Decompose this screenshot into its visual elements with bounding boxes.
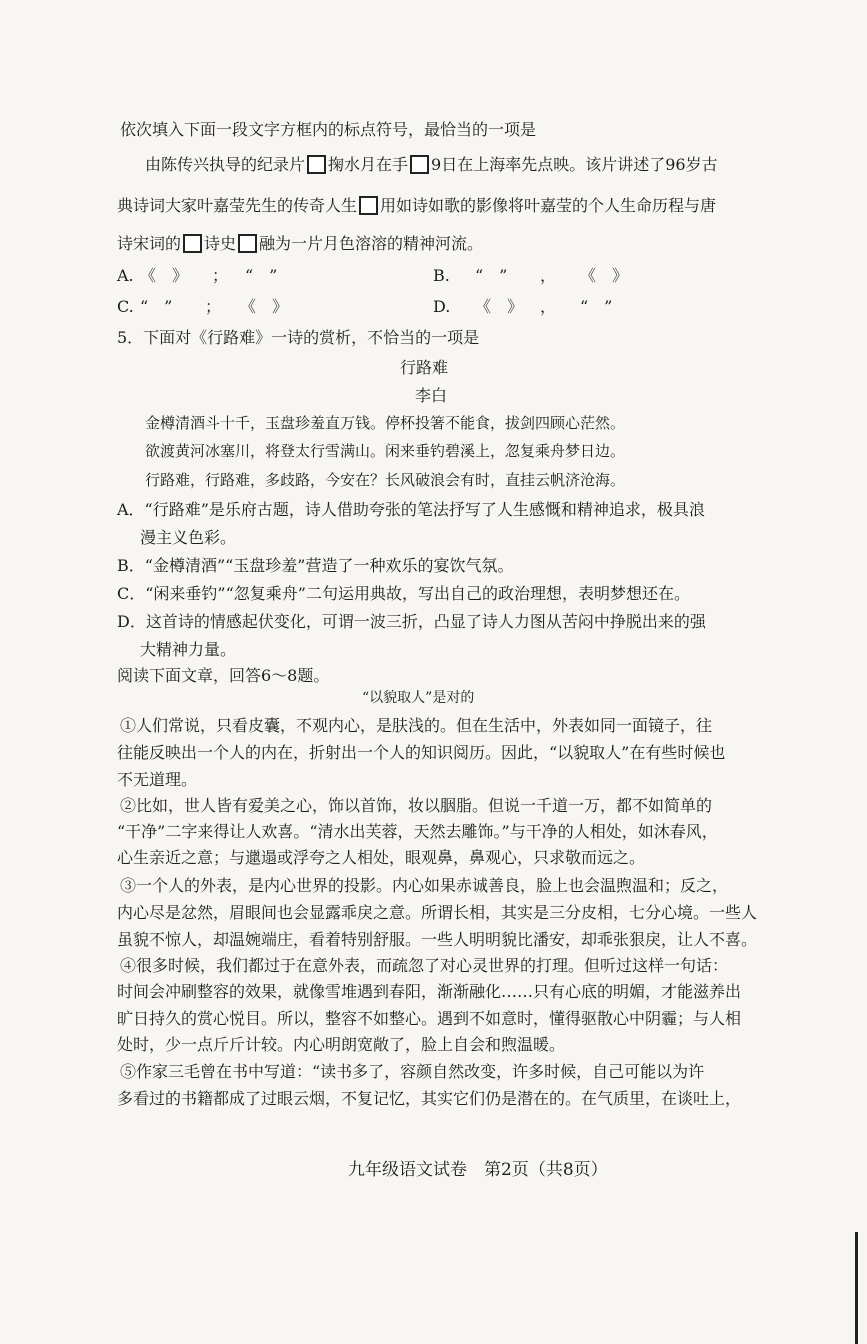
para-4-line: 处时，少一点斤斤计较。内心明朗宽敞了，脸上自会和煦温暖。 — [117, 1035, 566, 1054]
para-2-line: ②比如，世人皆有爱美之心，饰以首饰，妆以胭脂。但说一千道一万，都不如简单的 — [120, 796, 713, 815]
q4-option-d-label: D. — [433, 297, 451, 316]
q4-text: 诗史 — [204, 234, 237, 253]
blank-box-2 — [410, 155, 429, 174]
q4-option-c-3: 《 》 — [240, 297, 289, 316]
q4-option-a-1: 《 》 — [140, 266, 189, 285]
page-footer: 九年级语文试卷 第2页（共8页） — [348, 1160, 608, 1180]
para-1-line: ①人们常说，只看皮囊，不观内心，是肤浅的。但在生活中，外表如同一面镜子，往 — [120, 716, 713, 735]
q4-text: 由陈传兴执导的纪录片 — [145, 155, 306, 174]
q4-line1 — [145, 155, 718, 174]
q4-option-c-2: ； — [205, 297, 222, 316]
blank-box-4 — [183, 234, 202, 253]
q4-option-b-1: “ ” — [475, 266, 508, 285]
q5-option-a: A．“行路难”是乐府古题，诗人借助夸张的笔法抒写了人生感慨和精神追求，极具浪 — [117, 500, 705, 519]
q4-text: 掬水月在手 — [328, 155, 409, 174]
scan-edge-mark — [855, 1232, 858, 1344]
q4-option-a-label: A. — [117, 266, 134, 285]
para-1-line: 往能反映出一个人的内在，折射出一个人的知识阅历。因此，“以貌取人”在有些时候也 — [117, 743, 726, 762]
q5-option-c: C．“闲来垂钓”“忽复乘舟”二句运用典故，写出自己的政治理想，表明梦想还在。 — [117, 584, 690, 603]
article-title: “以貌取人”是对的 — [362, 690, 475, 706]
q4-option-b-3: 《 》 — [580, 266, 629, 285]
para-2-line: “干净”二字来得让人欢喜。“清水出芙蓉，天然去雕饰。”与干净的人相处，如沐春风， — [117, 822, 718, 841]
q5-option-d-cont: 大精神力量。 — [140, 640, 237, 659]
blank-box-1 — [307, 155, 326, 174]
poem-title: 行路难 — [400, 358, 449, 377]
q4-option-a-2: ； — [212, 266, 229, 285]
para-4-line: ④很多时候，我们都过于在意外表，而疏忽了对心灵世界的打理。但听过这样一句话： — [120, 956, 729, 975]
poem-line: 行路难，行路难，多歧路，今安在？长风破浪会有时，直挂云帆济沧海。 — [145, 471, 626, 489]
para-3-line: 虽貌不惊人，却温婉端庄，看着特别舒服。一些人明明貌比潘安，却乖张狠戾，让人不喜。 — [117, 930, 758, 949]
para-4-line: 时间会冲刷整容的效果，就像雪堆遇到春阳，渐渐融化……只有心底的明媚，才能滋养出 — [117, 982, 742, 1001]
blank-box-5 — [238, 234, 257, 253]
q4-text: 用如诗如歌的影像将叶嘉莹的个人生命历程与唐 — [380, 196, 717, 215]
q4-text: 融为一片月色溶溶的精神河流。 — [259, 234, 484, 253]
para-2-line: 心生亲近之意；与邋遢或浮夸之人相处，眼观鼻，鼻观心，只求敬而远之。 — [117, 848, 646, 867]
poem-author: 李白 — [415, 386, 448, 405]
q4-text: 典诗词大家叶嘉莹先生的传奇人生 — [117, 196, 358, 215]
para-3-line: ③一个人的外表，是内心世界的投影。内心如果赤诚善良，脸上也会温煦温和；反之， — [120, 876, 729, 895]
q4-option-d-2: ， — [540, 297, 557, 316]
q4-option-a-3: “ ” — [245, 266, 278, 285]
para-5-line: ⑤作家三毛曾在书中写道：“读书多了，容颜自然改变，许多时候，自己可能以为许 — [120, 1062, 705, 1081]
q4-stem: 依次填入下面一段文字方框内的标点符号，最恰当的一项是 — [120, 120, 537, 139]
q4-option-b-2: ， — [540, 266, 557, 285]
para-3-line: 内心尽是忿然，眉眼间也会显露乖戾之意。所谓长相，其实是三分皮相，七分心境。一些人 — [117, 903, 758, 922]
q4-line3 — [117, 234, 483, 253]
reading-intro: 阅读下面文章，回答6～8题。 — [117, 666, 330, 685]
q4-option-c-1: “ ” — [140, 297, 173, 316]
q5-option-d: D．这首诗的情感起伏变化，可谓一波三折，凸显了诗人力图从苦闷中挣脱出来的强 — [117, 612, 706, 631]
blank-box-3 — [359, 196, 378, 215]
q4-text: 诗宋词的 — [117, 234, 182, 253]
q4-option-c-label: C. — [117, 297, 134, 316]
para-1-line: 不无道理。 — [117, 770, 198, 789]
q4-text: 9日在上海率先点映。该片讲述了96岁古 — [431, 155, 718, 174]
q4-option-b-label: B. — [433, 266, 450, 285]
q5-stem: 5．下面对《行路难》一诗的赏析，不恰当的一项是 — [117, 328, 480, 347]
poem-line: 金樽清酒斗十千，玉盘珍羞直万钱。停杯投箸不能食，拔剑四顾心茫然。 — [145, 414, 626, 432]
para-4-line: 旷日持久的赏心悦目。所以，整容不如整心。遇到不如意时，懂得驱散心中阴霾；与人相 — [117, 1009, 742, 1028]
q4-line2 — [117, 196, 716, 215]
para-5-line: 多看过的书籍都成了过眼云烟，不复记忆，其实它们仍是潜在的。在气质里，在谈吐上， — [117, 1089, 742, 1108]
q5-option-a-cont: 漫主义色彩。 — [140, 528, 237, 547]
poem-line: 欲渡黄河冰塞川，将登太行雪满山。闲来垂钓碧溪上，忽复乘舟梦日边。 — [145, 442, 626, 460]
q5-option-b: B．“金樽清酒”“玉盘珍羞”营造了一种欢乐的宴饮气氛。 — [117, 556, 514, 575]
q4-option-d-3: “ ” — [580, 297, 613, 316]
q4-option-d-1: 《 》 — [475, 297, 524, 316]
